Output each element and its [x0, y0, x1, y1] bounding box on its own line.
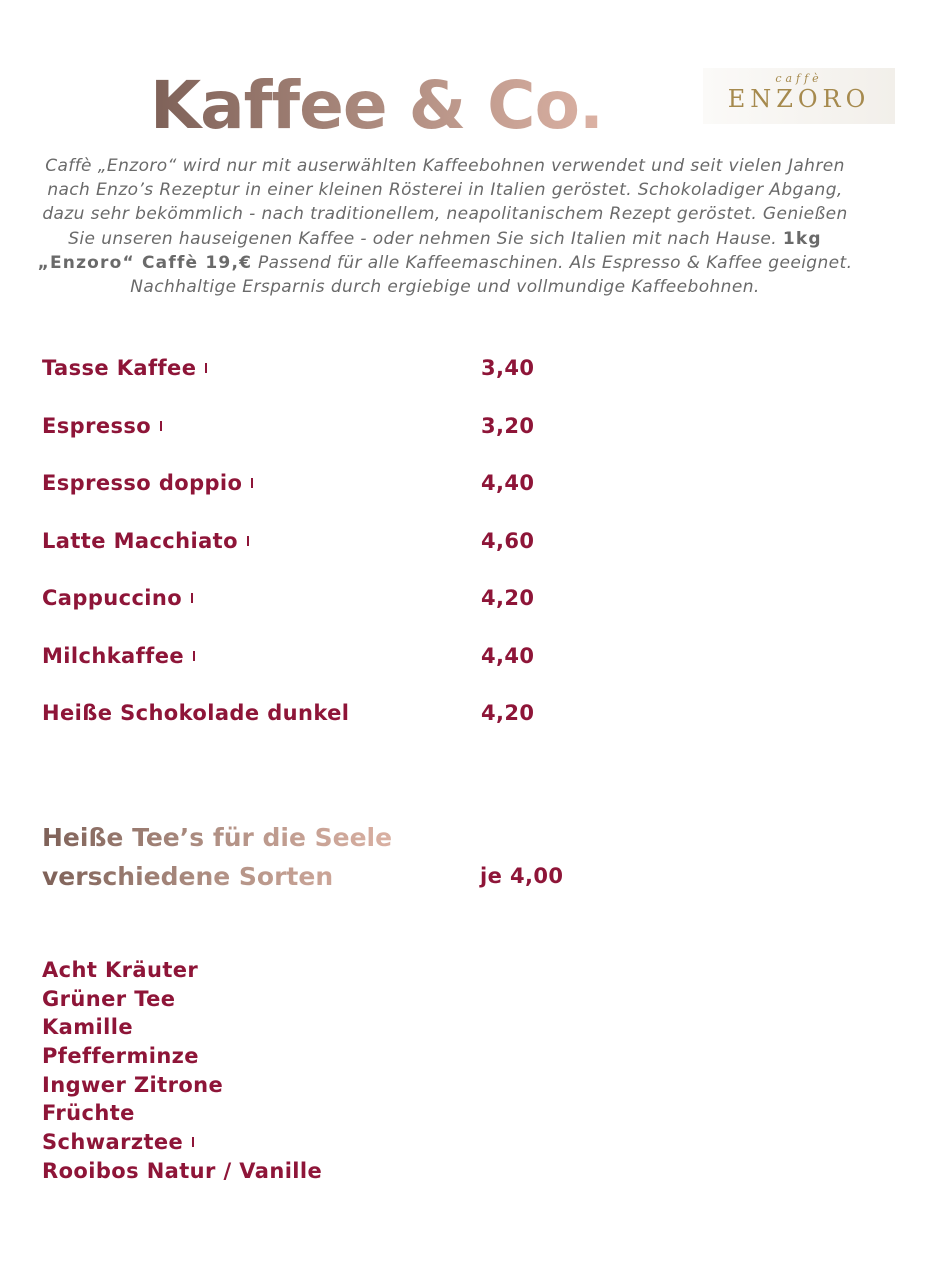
- menu-item-price: 4,40: [481, 643, 535, 668]
- menu-item: [42, 642, 642, 700]
- menu-item-name: Latte Macchiato: [42, 529, 249, 553]
- tea-heading-line-2: verschiedene Sorten: [42, 862, 334, 891]
- menu-item: [42, 469, 642, 527]
- marker-icon: [251, 478, 253, 488]
- tea-item: Schwarztee: [42, 1128, 322, 1157]
- marker-icon: [205, 363, 207, 373]
- menu-item-name: Tasse Kaffee: [42, 356, 207, 380]
- coffee-menu-list: [42, 354, 642, 757]
- marker-icon: [192, 1137, 194, 1147]
- tea-item: Grüner Tee: [42, 986, 176, 1011]
- page-title: Kaffee & Co.: [150, 62, 603, 150]
- menu-item-price: 4,40: [481, 471, 535, 495]
- menu-item: [42, 527, 642, 585]
- intro-paragraph: [30, 154, 860, 299]
- tea-item: Ingwer Zitrone: [42, 1072, 224, 1097]
- menu-item: [42, 354, 642, 412]
- tea-item: Pfefferminze: [42, 1044, 199, 1069]
- menu-item-name: Heiße Schokolade dunkel: [42, 701, 350, 725]
- tea-section-heading: [42, 818, 402, 896]
- menu-item-price: 4,20: [481, 586, 535, 610]
- marker-icon: [193, 651, 195, 661]
- enzoro-logo: [703, 68, 895, 124]
- menu-item: [42, 699, 642, 757]
- intro-text: Caffè „Enzoro“ wird nur mit auserwählten Kaffeebohnen verwendet und seit vielen Jahren nach Enzo’s Rezeptur in einer kleinen Rösterei in Italien geröstet. Schokoladiger Abgang, dazu sehr bekömmlich - nach traditionellem, neapolitanischem Rezept geröstet. Genießen Sie unseren hauseigenen Kaffee - oder nehmen Sie sich Italien mit nach Hause.: [42, 156, 848, 249]
- tea-heading-line-1: Heiße Tee’s für die Seele: [42, 823, 393, 852]
- tea-item: Acht Kräuter: [42, 958, 199, 982]
- menu-item-name: Cappuccino: [42, 586, 193, 610]
- intro-highlight: 1kg „Enzoro“ Caffè 19,€: [37, 228, 822, 273]
- tea-item: Früchte: [42, 1101, 135, 1126]
- tea-list: [42, 956, 322, 1186]
- tea-price: je 4,00: [480, 864, 564, 888]
- tea-item: Rooibos Natur / Vanille: [42, 1158, 323, 1183]
- logo-enzoro-text: ENZORO: [727, 85, 871, 113]
- menu-item: [42, 412, 642, 470]
- menu-item-name: Espresso: [42, 414, 162, 438]
- tea-item: Kamille: [42, 1015, 133, 1040]
- menu-item-price: 3,20: [481, 413, 535, 438]
- menu-item: [42, 584, 642, 642]
- intro-text-2: Passend für alle Kaffeemaschinen. Als Espresso & Kaffee geeignet. Nachhaltige Ersparnis durch ergiebige und vollmundige Kaffeebohnen.: [130, 252, 853, 298]
- menu-item-name: Espresso doppio: [42, 471, 253, 495]
- logo-caffe-text: caffè: [775, 72, 823, 85]
- menu-item-price: 3,40: [481, 356, 535, 380]
- marker-icon: [191, 593, 193, 603]
- menu-item-price: 4,60: [481, 528, 535, 553]
- menu-item-price: 4,20: [481, 701, 535, 725]
- menu-item-name: Milchkaffee: [42, 644, 195, 668]
- marker-icon: [247, 536, 249, 546]
- marker-icon: [160, 421, 162, 431]
